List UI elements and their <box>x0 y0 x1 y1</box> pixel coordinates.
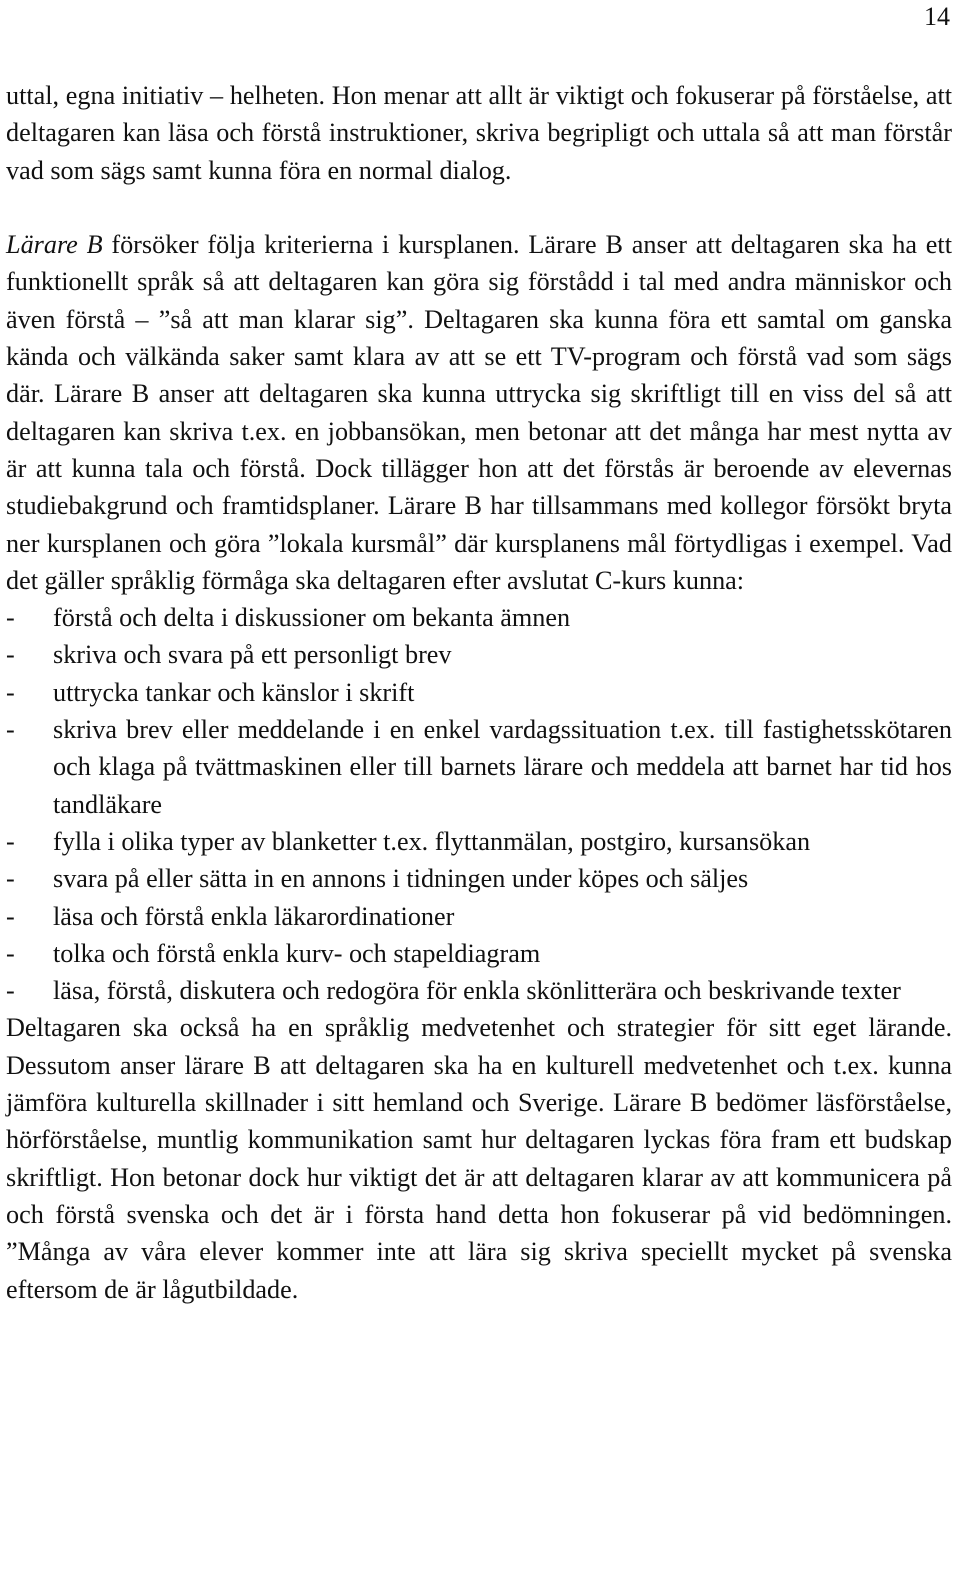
list-item-text: läsa och förstå enkla läkarordinationer <box>53 901 455 931</box>
paragraph-teacher-b <box>6 226 952 599</box>
list-item-text: skriva brev eller meddelande i en enkel vardagssituation t.ex. till fastighetsskötaren och klaga på tvättmaskinen eller till barnets lärare och meddela att barnet har tid hos tandläkare <box>53 715 952 819</box>
document-body <box>6 77 952 1308</box>
page-number: 14 <box>924 2 950 31</box>
list-item-text: skriva och svara på ett personligt brev <box>53 640 452 670</box>
dash-marker: - <box>6 826 15 856</box>
list-item <box>6 898 952 935</box>
paragraph-teacher-b-text: försöker följa kriterierna i kursplanen. Lärare B anser att deltagaren ska ha ett funktionellt språk så att deltagaren kan göra sig förstådd i tal med andra människor och även förstå – ”så att man klarar sig”. Deltagaren ska kunna föra ett samtal om ganska kända och välkända saker samt klara av att se ett TV-program och förstå vad som sägs där. Lärare B anser att deltagaren ska kunna uttrycka sig skriftligt till en viss del så att deltagaren kan skriva t.ex. en jobbansökan, men betonar att det många har mest nytta av är att kunna tala och förstå. Dock tillägger hon att det förstås är beroende av elevernas studiebakgrund och framtidsplaner. Lärare B har tillsammans med kollegor försökt bryta ner kursplanen och göra ”lokala kursmål” där kursplanens mål förtydligas i exempel. Vad det gäller språklig förmåga ska deltagaren efter avslutat C-kurs kunna: <box>6 230 952 595</box>
list-item-text: tolka och förstå enkla kurv- och stapeldiagram <box>53 938 541 968</box>
list-item-text: fylla i olika typer av blanketter t.ex. flyttanmälan, postgiro, kursansökan <box>53 826 811 856</box>
teacher-name: Lärare B <box>6 230 103 260</box>
list-item <box>6 823 952 860</box>
dash-marker: - <box>6 901 15 931</box>
paragraph-intro: uttal, egna initiativ – helheten. Hon menar att allt är viktigt och fokuserar på förståelse, att deltagaren kan läsa och förstå instruktioner, skriva begripligt och uttala så att man förstår vad som sägs samt kunna föra en normal dialog. <box>6 81 952 185</box>
dash-marker: - <box>6 603 15 633</box>
course-goals-list <box>6 599 952 1009</box>
list-item-text: läsa, förstå, diskutera och redogöra för enkla skönlitterära och beskrivande texter <box>53 976 901 1006</box>
list-item <box>6 674 952 711</box>
dash-marker: - <box>6 976 15 1006</box>
list-item-text: uttrycka tankar och känslor i skrift <box>53 677 415 707</box>
dash-marker: - <box>6 715 15 745</box>
list-item <box>6 599 952 636</box>
list-item <box>6 935 952 972</box>
list-item <box>6 972 952 1009</box>
dash-marker: - <box>6 938 15 968</box>
list-item <box>6 711 952 823</box>
dash-marker: - <box>6 677 15 707</box>
list-item-text: svara på eller sätta in en annons i tidningen under köpes och säljes <box>53 864 749 894</box>
dash-marker: - <box>6 640 15 670</box>
paragraph-assessment: Deltagaren ska också ha en språklig medvetenhet och strategier för sitt eget lärande. Dessutom anser lärare B att deltagaren ska ha en kulturell medvetenhet och t.ex. kunna jämföra kulturella skillnader i sitt hemland och Sverige. Lärare B bedömer läsförståelse, hörförståelse, muntlig kommunikation samt hur deltagaren lyckas föra fram ett budskap skriftligt. Hon betonar dock hur viktigt det är att deltagaren klarar av att kommunicera på och förstå svenska och det är i första hand detta hon fokuserar på vid bedömningen. ”Många av våra elever kommer inte att lära sig skriva speciellt mycket på svenska eftersom de är lågutbildade. <box>6 1013 952 1304</box>
list-item <box>6 860 952 897</box>
list-item-text: förstå och delta i diskussioner om bekanta ämnen <box>53 603 571 633</box>
list-item <box>6 636 952 673</box>
dash-marker: - <box>6 864 15 894</box>
